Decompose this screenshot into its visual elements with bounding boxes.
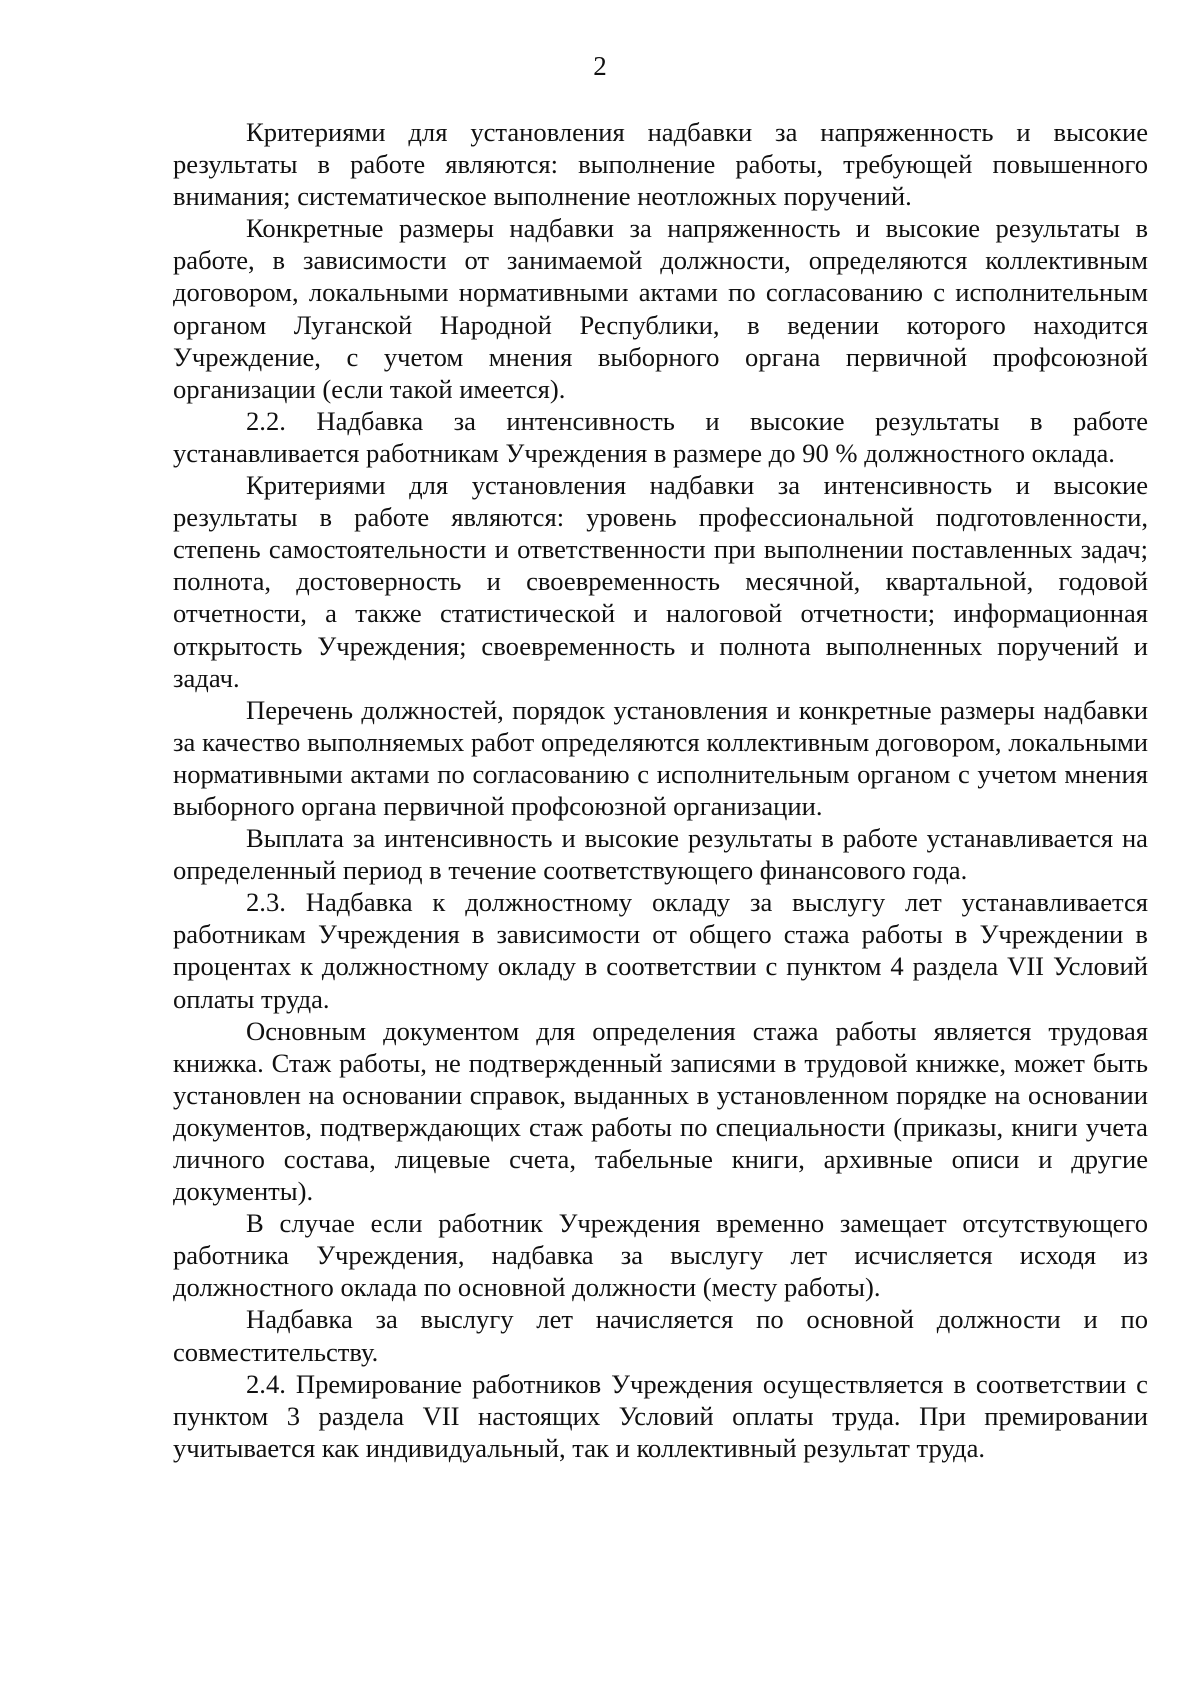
paragraph-part-time: Надбавка за выслугу лет начисляется по основной должности и по совместительству. xyxy=(173,1304,1148,1367)
paragraph-criteria-intensity-tension: Критериями для установления надбавки за напряженность и высокие результаты в работе являются: выполнение работы, требующей повышенного внимания; систематическое выполнение неотложных поручений. xyxy=(173,117,1148,212)
paragraph-2-3-seniority-bonus: 2.3. Надбавка к должностному окладу за выслугу лет устанавливается работникам Учреждения в зависимости от общего стажа работы в Учреждении в процентах к должностному окладу в соответствии с пунктом 4 раздела VII Условий оплаты труда. xyxy=(173,887,1148,1014)
paragraph-work-record-book: Основным документом для определения стажа работы является трудовая книжка. Стаж работы, не подтвержденный записями в трудовой книжке, может быть установлен на основании справок, выданных в установленном порядке на основании документов, подтверждающих стаж работы по специальности (приказы, книги учета личного состава, лицевые счета, табельные книги, архивные описи и другие документы). xyxy=(173,1015,1148,1207)
paragraph-2-2-intensity-bonus: 2.2. Надбавка за интенсивность и высокие результаты в работе устанавливается работникам Учреждения в размере до 90 % должностного оклада. xyxy=(173,405,1148,468)
page-number: 2 xyxy=(593,51,607,81)
paragraph-positions-list: Перечень должностей, порядок установления и конкретные размеры надбавки за качество выполняемых работ определяются коллективным договором, локальными нормативными актами по согласованию с исполнительным органом с учетом мнения выборного органа первичной профсоюзной организации. xyxy=(173,694,1148,821)
paragraph-criteria-intensity-bonus: Критериями для установления надбавки за интенсивность и высокие результаты в работе являются: уровень профессиональной подготовленности, степень самостоятельности и ответственности при выполнении поставленных задач; полнота, достоверность и своевременность месячной, квартальной, годовой отчетности, а также статистической и налоговой отчетности; информационная открытость Учреждения; своевременность и полнота выполненных поручений и задач. xyxy=(173,470,1148,693)
paragraph-tension-bonus-amounts: Конкретные размеры надбавки за напряженность и высокие результаты в работе, в зависимости от занимаемой должности, определяются коллективным договором, локальными нормативными актами по согласованию с исполнительным органом Луганской Народной Республики, в ведении которого находится Учреждение, с учетом мнения выборного органа первичной профсоюзной организации (если такой имеется). xyxy=(173,213,1148,404)
paragraph-2-4-bonuses: 2.4. Премирование работников Учреждения осуществляется в соответствии с пунктом 3 раздела VII настоящих Условий оплаты труда. При премировании учитывается как индивидуальный, так и коллективный результат труда. xyxy=(173,1368,1148,1463)
document-body xyxy=(173,116,1148,1464)
paragraph-payment-period: Выплата за интенсивность и высокие результаты в работе устанавливается на определенный период в течение соответствующего финансового года. xyxy=(173,823,1148,886)
paragraph-temporary-replacement: В случае если работник Учреждения временно замещает отсутствующего работника Учреждения, надбавка за выслугу лет исчисляется исходя из должностного оклада по основной должности (месту работы). xyxy=(173,1208,1148,1303)
